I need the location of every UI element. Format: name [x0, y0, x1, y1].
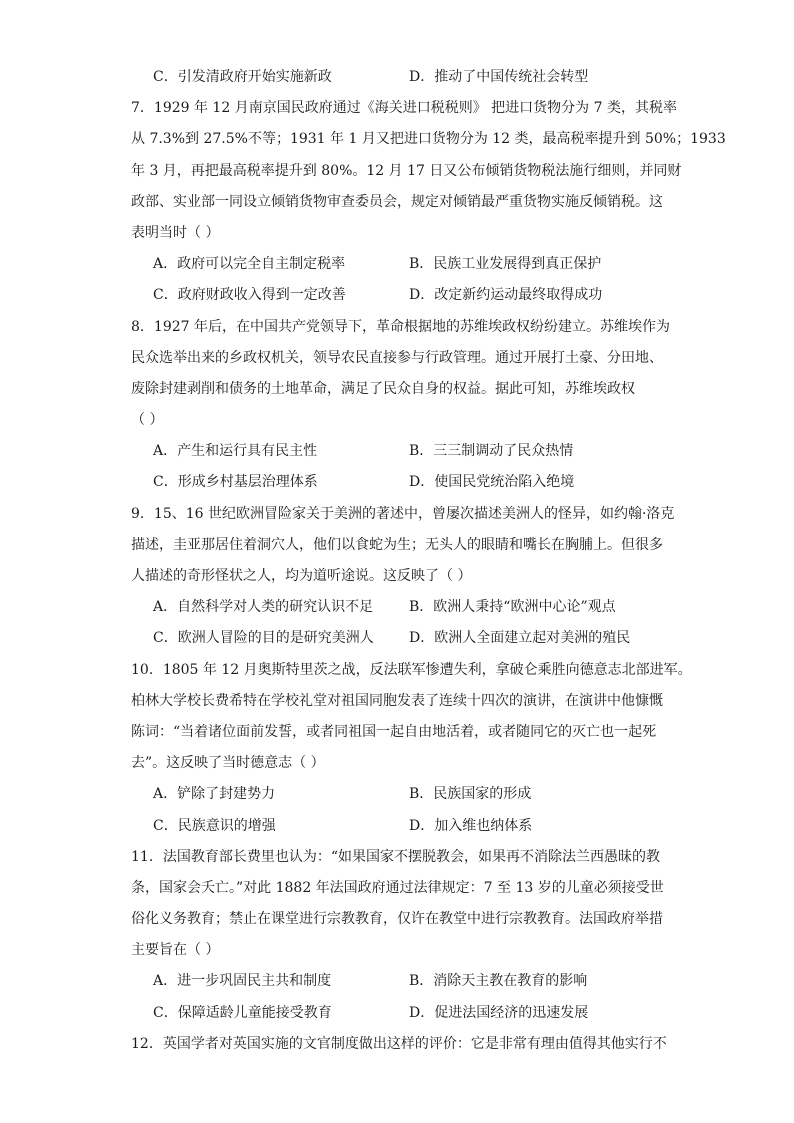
option-c: C．保障适龄儿童能接受教育 [153, 1004, 332, 1021]
question-10 [131, 655, 692, 842]
options-row [131, 966, 661, 997]
question-9 [131, 499, 675, 655]
question-text-line: 人描述的奇形怪状之人，均为道听途说。这反映了（ ） [131, 568, 472, 584]
question-text-line: 柏林大学校长费希特在学校礼堂对祖国同胞发表了连续十四次的演讲，在演讲中他慷慨 [131, 692, 663, 709]
question-12 [131, 1029, 667, 1060]
question-text-line: 7．1929 年 12 月南京国民政府通过《海关进口税税则》 把进口货物分为 7 类，其税率 [131, 100, 677, 117]
options-row [131, 811, 661, 842]
option-b: B．民族国家的形成 [409, 786, 532, 803]
question-text-line: 从 7.3%到 27.5%不等；1931 年 1 月又把进口货物分为 12 类，最高税率提升到 50%；1933 [131, 131, 726, 148]
option-b: B．民族工业发展得到真正保护 [409, 256, 602, 273]
question-text-line: 主要旨在（ ） [131, 942, 220, 959]
option-d: D．推动了中国传统社会转型 [409, 69, 589, 85]
exam-page [131, 62, 726, 1060]
option-c: C．政府财政收入得到一定改善 [153, 287, 346, 304]
question-text-line: 12．英国学者对英国实施的文官制度做出这样的评价：它是非常有理由值得其他实行不 [131, 1035, 667, 1052]
options-row [131, 467, 661, 498]
question-text-line: 政部、实业部一同设立倾销货物审查委员会，规定对倾销最严重货物实施反倾销税。这 [131, 193, 663, 210]
option-a: A．政府可以完全自主制定税率 [153, 256, 346, 273]
option-b: B．三三制调动了民众热情 [409, 443, 574, 460]
question-text-line: 10．1805 年 12 月奥斯特里茨之战，反法联军惨遭失利，拿破仑乘胜向德意志北部进军。 [131, 661, 692, 678]
options-row [131, 623, 661, 654]
options-row [131, 998, 661, 1029]
option-c: C．民族意识的增强 [153, 817, 276, 834]
option-d: D．促进法国经济的迅速发展 [409, 1004, 589, 1021]
option-c: C．形成乡村基层治理体系 [153, 474, 318, 491]
question-text-line: 俗化义务教育；禁止在课堂进行宗教教育，仅许在教堂中进行宗教教育。法国政府举措 [131, 911, 663, 928]
question-11 [131, 842, 664, 1029]
question-text-line: 描述，圭亚那居住着洞穴人，他们以食蛇为生；无头人的眼睛和嘴长在胸脯上。但很多 [131, 536, 663, 553]
question-7 [131, 93, 726, 311]
option-c: C．欧洲人冒险的目的是研究美洲人 [153, 630, 374, 647]
prev-question-options-row [131, 62, 661, 93]
question-text-line: 9．15、16 世纪欧洲冒险家关于美洲的著述中，曾屡次描述美洲人的怪异，如约翰·洛克 [131, 505, 675, 522]
options-row [131, 436, 661, 467]
question-text-line: 条，国家会夭亡。”对此 1882 年法国政府通过法律规定：7 至 13 岁的儿童必须接受世 [131, 879, 664, 896]
options-row [131, 592, 661, 623]
question-text-line: 废除封建剥削和债务的土地革命，满足了民众自身的权益。据此可知，苏维埃政权 [131, 380, 635, 397]
option-a: A．铲除了封建势力 [153, 786, 276, 803]
question-text-line: 11．法国教育部长费里也认为：“如果国家不摆脱教会，如果再不消除法兰西愚昧的教 [131, 848, 660, 865]
option-d: D．加入维也纳体系 [409, 817, 533, 834]
options-row [131, 779, 661, 810]
question-text-line: 表明当时（ ） [131, 224, 220, 241]
option-b: B．消除天主教在教育的影响 [409, 973, 588, 990]
question-text-line: 去”。这反映了当时德意志（ ） [131, 755, 325, 772]
options-row [131, 249, 661, 280]
question-text-line: （ ） [131, 412, 164, 429]
question-text-line: 民众选举出来的乡政权机关，领导农民直接参与行政管理。通过开展打土豪、分田地、 [131, 349, 663, 366]
option-a: A．产生和运行具有民主性 [153, 443, 318, 460]
option-a: A．自然科学对人类的研究认识不足 [153, 599, 374, 616]
question-text-line: 陈词：“当着诸位面前发誓，或者同祖国一起自由地活着，或者随同它的灭亡也一起死 [131, 723, 657, 740]
question-text-line: 年 3 月，再把最高税率提升到 80%。12 月 17 日又公布倾销货物税法施行细则，并同财 [131, 162, 682, 179]
option-d: D．改定新约运动最终取得成功 [409, 287, 603, 304]
question-8 [131, 312, 670, 499]
option-d: D．欧洲人全面建立起对美洲的殖民 [409, 630, 631, 647]
option-a: A．进一步巩固民主共和制度 [153, 973, 332, 990]
option-b: B．欧洲人秉持“欧洲中心论”观点 [409, 599, 616, 616]
question-text-line: 8．1927 年后，在中国共产党领导下，革命根据地的苏维埃政权纷纷建立。苏维埃作为 [131, 318, 670, 335]
options-row [131, 280, 661, 311]
option-d: D．使国民党统治陷入绝境 [409, 474, 575, 491]
option-c: C．引发清政府开始实施新政 [153, 69, 332, 85]
